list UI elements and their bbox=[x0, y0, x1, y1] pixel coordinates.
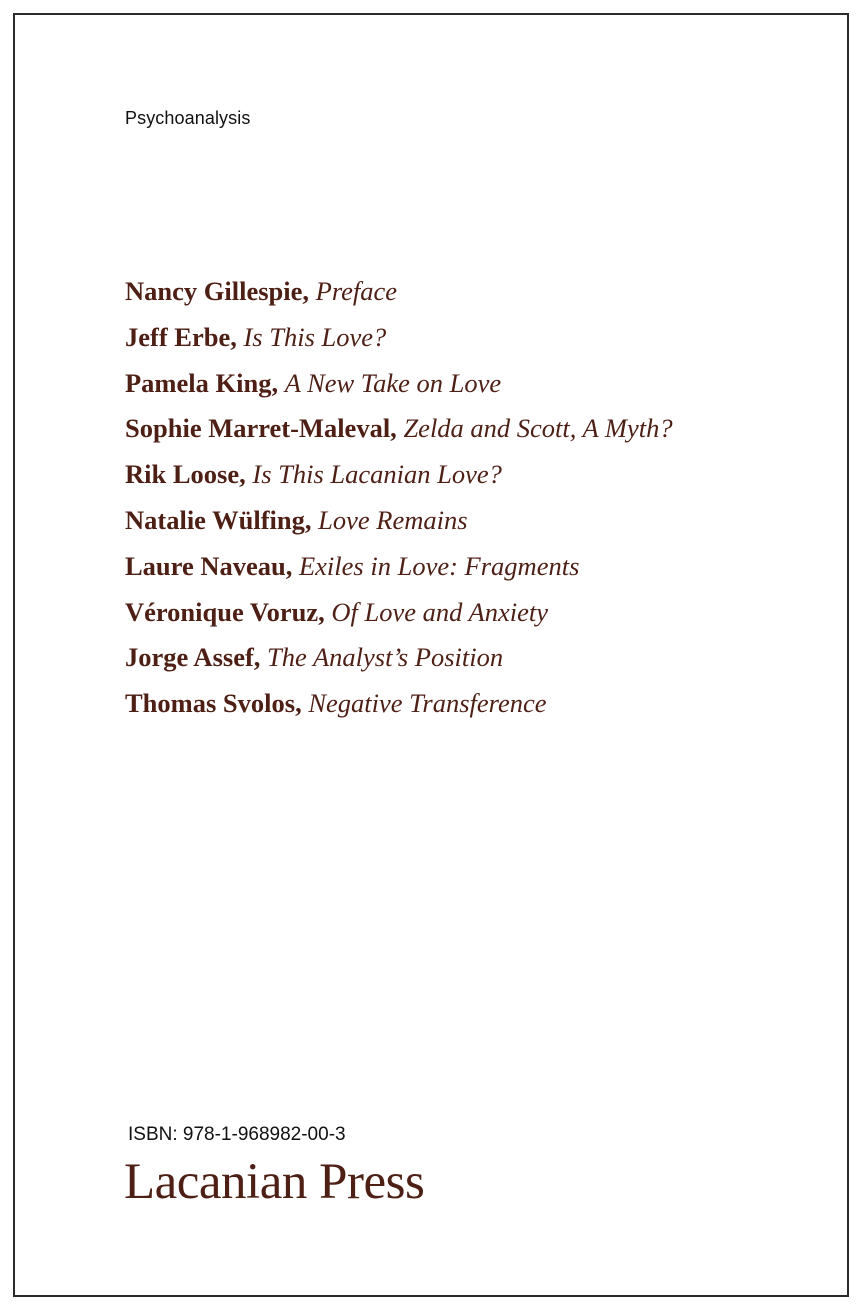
contents-entry bbox=[125, 590, 673, 636]
entry-author: Pamela King, bbox=[125, 367, 279, 398]
entry-author: Natalie Wülfing, bbox=[125, 504, 312, 535]
entry-title: Preface bbox=[315, 276, 398, 306]
contents-entry bbox=[125, 269, 673, 315]
contents-entry bbox=[125, 361, 673, 407]
entry-title: Is This Love? bbox=[243, 321, 387, 352]
entry-author: Jeff Erbe, bbox=[125, 321, 237, 352]
contents-entry bbox=[125, 452, 673, 498]
entry-author: Sophie Marret-Maleval, bbox=[125, 413, 397, 444]
contents-entry bbox=[125, 681, 673, 727]
entry-title: Zelda and Scott, A Myth? bbox=[403, 413, 673, 444]
entry-author: Rik Loose, bbox=[125, 459, 246, 490]
entry-title: Negative Transference bbox=[308, 688, 547, 719]
entry-title: Love Remains bbox=[318, 504, 468, 535]
category-label: Psychoanalysis bbox=[125, 108, 251, 128]
contents-entry bbox=[125, 498, 673, 544]
entry-title: Of Love and Anxiety bbox=[331, 596, 548, 627]
entry-title: A New Take on Love bbox=[284, 367, 502, 398]
entry-author: Thomas Svolos, bbox=[125, 688, 302, 719]
contents-entry bbox=[125, 635, 673, 681]
entry-author: Véronique Voruz, bbox=[125, 596, 325, 627]
back-cover bbox=[13, 13, 849, 1297]
entry-title: The Analyst’s Position bbox=[267, 642, 504, 673]
entry-title: Is This Lacanian Love? bbox=[252, 459, 502, 490]
publisher-name: Lacanian Press bbox=[124, 1154, 425, 1210]
entry-author: Laure Naveau, bbox=[125, 550, 293, 581]
isbn-label: ISBN: 978-1-968982-00-3 bbox=[128, 1124, 346, 1145]
contents-entry bbox=[125, 544, 673, 590]
contents-entry bbox=[125, 406, 673, 452]
contents-list bbox=[125, 269, 673, 727]
entry-title: Exiles in Love: Fragments bbox=[298, 550, 580, 581]
contents-entry bbox=[125, 315, 673, 361]
entry-author: Jorge Assef, bbox=[125, 642, 261, 673]
entry-author: Nancy Gillespie, bbox=[125, 276, 310, 306]
